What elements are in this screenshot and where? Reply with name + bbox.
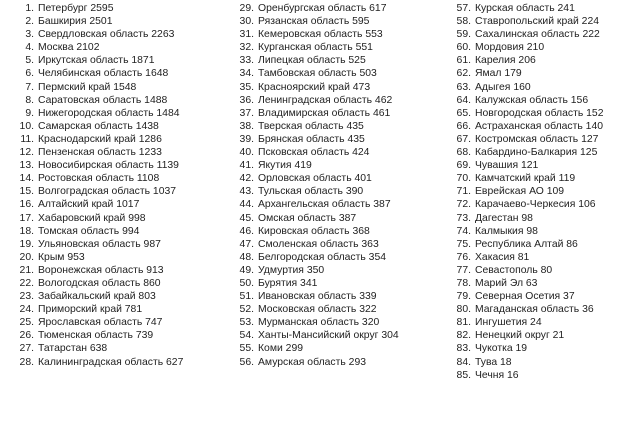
list-item bbox=[18, 290, 183, 303]
item-label: Волгоградская область 1037 bbox=[38, 186, 177, 198]
list-item bbox=[234, 2, 399, 15]
item-label: Карелия 206 bbox=[475, 55, 536, 67]
item-label: Якутия 419 bbox=[258, 160, 312, 172]
list-item bbox=[234, 356, 399, 369]
item-number: 20. bbox=[19, 251, 34, 263]
item-number: 84. bbox=[456, 356, 471, 368]
item-number: 29. bbox=[239, 3, 254, 14]
item-label: Липецкая область 525 bbox=[258, 55, 366, 67]
item-label: Москва 2102 bbox=[38, 42, 100, 54]
list-item bbox=[234, 342, 399, 355]
item-label: Тульская область 390 bbox=[258, 186, 364, 198]
item-label: Вологодская область 860 bbox=[38, 277, 161, 289]
item-label: Красноярский край 473 bbox=[258, 81, 371, 93]
item-number: 15. bbox=[19, 186, 34, 198]
item-label: Смоленская область 363 bbox=[258, 238, 379, 250]
item-number: 75. bbox=[456, 238, 471, 250]
list-item bbox=[451, 290, 604, 303]
item-number: 83. bbox=[456, 343, 471, 355]
item-label: Архангельская область 387 bbox=[258, 199, 391, 211]
item-number: 78. bbox=[456, 277, 471, 289]
item-number: 72. bbox=[456, 199, 471, 211]
item-label: Амурская область 293 bbox=[258, 356, 367, 368]
list-item bbox=[234, 28, 399, 41]
item-number: 14. bbox=[19, 173, 34, 185]
list-item bbox=[234, 120, 399, 133]
item-label: Краснодарский край 1286 bbox=[38, 133, 162, 145]
item-number: 82. bbox=[456, 330, 471, 342]
list-item bbox=[234, 172, 399, 185]
list-item bbox=[18, 238, 183, 251]
list-item bbox=[451, 329, 604, 342]
item-number: 77. bbox=[456, 264, 471, 276]
item-number: 44. bbox=[239, 199, 254, 211]
item-label: Чечня 16 bbox=[475, 369, 519, 381]
list-item bbox=[451, 356, 604, 369]
item-label: Брянская область 435 bbox=[258, 133, 365, 145]
item-label: Владимирская область 461 bbox=[258, 107, 391, 119]
item-label: Башкирия 2501 bbox=[38, 16, 113, 28]
item-label: Свердловская область 2263 bbox=[38, 29, 175, 41]
item-label: Кабардино-Балкария 125 bbox=[475, 147, 598, 159]
item-number: 43. bbox=[239, 186, 254, 198]
list-item bbox=[234, 185, 399, 198]
item-label: Алтайский край 1017 bbox=[38, 199, 140, 211]
list-column-2 bbox=[234, 2, 399, 369]
item-label: Бурятия 341 bbox=[258, 277, 318, 289]
item-label: Севастополь 80 bbox=[475, 264, 553, 276]
item-label: Татарстан 638 bbox=[38, 343, 108, 355]
item-number: 34. bbox=[239, 68, 254, 80]
item-number: 35. bbox=[239, 81, 254, 93]
list-item bbox=[234, 54, 399, 67]
item-number: 65. bbox=[456, 107, 471, 119]
item-number: 59. bbox=[456, 29, 471, 41]
item-number: 26. bbox=[19, 330, 34, 342]
item-label: Пермский край 1548 bbox=[38, 81, 137, 93]
item-number: 55. bbox=[239, 343, 254, 355]
item-number: 36. bbox=[239, 94, 254, 106]
list-item bbox=[451, 185, 604, 198]
item-number: 16. bbox=[19, 199, 34, 211]
list-item bbox=[234, 15, 399, 28]
item-number: 18. bbox=[19, 225, 34, 237]
item-label: Камчатский край 119 bbox=[475, 173, 576, 185]
item-label: Карачаево-Черкесия 106 bbox=[475, 199, 596, 211]
item-label: Новгородская область 152 bbox=[475, 107, 604, 119]
list-item bbox=[451, 107, 604, 120]
item-label: Саратовская область 1488 bbox=[38, 94, 168, 106]
item-label: Нижегородская область 1484 bbox=[38, 107, 180, 119]
item-number: 4. bbox=[25, 42, 34, 54]
list-item bbox=[18, 356, 183, 369]
list-item bbox=[451, 28, 604, 41]
item-number: 74. bbox=[456, 225, 471, 237]
list-item bbox=[234, 277, 399, 290]
item-label: Ставропольский край 224 bbox=[475, 16, 600, 28]
item-label: Республика Алтай 86 bbox=[475, 238, 578, 250]
item-number: 22. bbox=[19, 277, 34, 289]
item-label: Мордовия 210 bbox=[475, 42, 545, 54]
list-item bbox=[451, 172, 604, 185]
list-item bbox=[451, 342, 604, 355]
item-label: Тамбовская область 503 bbox=[258, 68, 377, 80]
list-item bbox=[451, 120, 604, 133]
item-number: 30. bbox=[239, 16, 254, 28]
item-label: Московская область 322 bbox=[258, 304, 377, 316]
item-number: 21. bbox=[19, 264, 34, 276]
item-number: 47. bbox=[239, 238, 254, 250]
list-item bbox=[234, 41, 399, 54]
item-label: Самарская область 1438 bbox=[38, 120, 159, 132]
list-item bbox=[18, 133, 183, 146]
item-number: 80. bbox=[456, 304, 471, 316]
list-item bbox=[451, 81, 604, 94]
list-item bbox=[451, 369, 604, 382]
item-number: 32. bbox=[239, 42, 254, 54]
item-number: 81. bbox=[456, 317, 471, 329]
item-label: Ханты-Мансийский округ 304 bbox=[258, 330, 399, 342]
item-label: Петербург 2595 bbox=[38, 3, 114, 14]
item-number: 27. bbox=[19, 343, 34, 355]
list-item bbox=[18, 28, 183, 41]
item-number: 5. bbox=[25, 55, 34, 67]
item-label: Калининградская область 627 bbox=[38, 356, 184, 368]
item-label: Сахалинская область 222 bbox=[475, 29, 600, 41]
item-label: Ульяновская область 987 bbox=[38, 238, 161, 250]
item-label: Приморский край 781 bbox=[38, 304, 143, 316]
item-number: 3. bbox=[25, 29, 34, 41]
item-number: 7. bbox=[25, 81, 34, 93]
list-item bbox=[18, 277, 183, 290]
item-number: 17. bbox=[19, 212, 34, 224]
list-item bbox=[451, 238, 604, 251]
item-number: 66. bbox=[456, 120, 471, 132]
item-number: 71. bbox=[456, 186, 471, 198]
list-item bbox=[234, 198, 399, 211]
item-label: Марий Эл 63 bbox=[475, 277, 538, 289]
item-label: Чукотка 19 bbox=[475, 343, 528, 355]
item-number: 45. bbox=[239, 212, 254, 224]
item-label: Новосибирская область 1139 bbox=[38, 160, 179, 172]
item-label: Мурманская область 320 bbox=[258, 317, 380, 329]
list-item bbox=[18, 212, 183, 225]
list-column-1 bbox=[18, 2, 183, 369]
list-item bbox=[234, 316, 399, 329]
list-item bbox=[18, 94, 183, 107]
list-item bbox=[451, 212, 604, 225]
list-item bbox=[18, 146, 183, 159]
list-item bbox=[18, 2, 183, 15]
item-label: Кемеровская область 553 bbox=[258, 29, 383, 41]
item-label: Орловская область 401 bbox=[258, 173, 372, 185]
item-label: Удмуртия 350 bbox=[258, 264, 325, 276]
item-number: 8. bbox=[25, 94, 34, 106]
item-number: 2. bbox=[25, 16, 34, 28]
item-label: Ростовская область 1108 bbox=[38, 173, 160, 185]
list-item bbox=[18, 120, 183, 133]
list-item bbox=[234, 264, 399, 277]
item-label: Ямал 179 bbox=[475, 68, 522, 80]
list-item bbox=[451, 251, 604, 264]
item-label: Дагестан 98 bbox=[475, 212, 533, 224]
list-item bbox=[234, 81, 399, 94]
item-label: Крым 953 bbox=[38, 251, 85, 263]
list-item bbox=[18, 41, 183, 54]
list-item bbox=[451, 146, 604, 159]
list-item bbox=[18, 67, 183, 80]
item-number: 28. bbox=[19, 356, 34, 368]
item-number: 53. bbox=[239, 317, 254, 329]
item-number: 6. bbox=[25, 68, 34, 80]
item-label: Оренбургская область 617 bbox=[258, 3, 387, 14]
list-item bbox=[451, 94, 604, 107]
item-label: Курганская область 551 bbox=[258, 42, 373, 54]
list-item bbox=[451, 67, 604, 80]
list-item bbox=[451, 264, 604, 277]
item-label: Адыгея 160 bbox=[475, 81, 531, 93]
item-label: Курская область 241 bbox=[475, 3, 575, 14]
list-item bbox=[451, 159, 604, 172]
item-label: Коми 299 bbox=[258, 343, 304, 355]
item-label: Псковская область 424 bbox=[258, 147, 370, 159]
item-number: 33. bbox=[239, 55, 254, 67]
item-number: 25. bbox=[19, 317, 34, 329]
item-number: 61. bbox=[456, 55, 471, 67]
item-label: Тверская область 435 bbox=[258, 120, 364, 132]
list-item bbox=[234, 238, 399, 251]
list-item bbox=[451, 316, 604, 329]
list-item bbox=[18, 185, 183, 198]
item-label: Челябинская область 1648 bbox=[38, 68, 169, 80]
item-number: 63. bbox=[456, 81, 471, 93]
item-number: 48. bbox=[239, 251, 254, 263]
list-column-3 bbox=[451, 2, 604, 382]
item-label: Кировская область 368 bbox=[258, 225, 370, 237]
item-label: Калужская область 156 bbox=[475, 94, 589, 106]
list-item bbox=[234, 146, 399, 159]
item-number: 85. bbox=[456, 369, 471, 381]
item-label: Тюменская область 739 bbox=[38, 330, 154, 342]
item-number: 73. bbox=[456, 212, 471, 224]
list-item bbox=[234, 303, 399, 316]
item-number: 52. bbox=[239, 304, 254, 316]
list-item bbox=[18, 107, 183, 120]
item-number: 69. bbox=[456, 160, 471, 172]
item-label: Белгородская область 354 bbox=[258, 251, 387, 263]
list-item bbox=[234, 94, 399, 107]
list-item bbox=[18, 251, 183, 264]
list-item bbox=[451, 2, 604, 15]
list-item bbox=[451, 133, 604, 146]
list-item bbox=[451, 277, 604, 290]
list-item bbox=[234, 107, 399, 120]
item-number: 70. bbox=[456, 173, 471, 185]
list-item bbox=[234, 212, 399, 225]
item-label: Чувашия 121 bbox=[475, 160, 539, 172]
item-number: 37. bbox=[239, 107, 254, 119]
item-number: 60. bbox=[456, 42, 471, 54]
item-number: 67. bbox=[456, 133, 471, 145]
list-item bbox=[18, 264, 183, 277]
item-number: 1. bbox=[25, 3, 34, 14]
item-label: Костромская область 127 bbox=[475, 133, 599, 145]
item-number: 64. bbox=[456, 94, 471, 106]
item-number: 68. bbox=[456, 147, 471, 159]
item-number: 58. bbox=[456, 16, 471, 28]
list-item bbox=[451, 54, 604, 67]
item-label: Ярославская область 747 bbox=[38, 317, 163, 329]
list-item bbox=[451, 198, 604, 211]
item-label: Хабаровский край 998 bbox=[38, 212, 146, 224]
list-item bbox=[18, 172, 183, 185]
item-label: Воронежская область 913 bbox=[38, 264, 164, 276]
item-number: 79. bbox=[456, 291, 471, 303]
list-item bbox=[234, 290, 399, 303]
item-number: 13. bbox=[19, 160, 34, 172]
item-number: 56. bbox=[239, 356, 254, 368]
item-number: 57. bbox=[456, 3, 471, 14]
item-number: 51. bbox=[239, 291, 254, 303]
item-label: Томская область 994 bbox=[38, 225, 140, 237]
item-label: Хакасия 81 bbox=[475, 251, 530, 263]
item-number: 11. bbox=[20, 133, 34, 145]
item-label: Иркутская область 1871 bbox=[38, 55, 155, 67]
list-item bbox=[18, 198, 183, 211]
item-number: 38. bbox=[239, 120, 254, 132]
item-number: 39. bbox=[239, 133, 254, 145]
list-item bbox=[451, 15, 604, 28]
list-item bbox=[234, 225, 399, 238]
item-number: 42. bbox=[239, 173, 254, 185]
item-number: 23. bbox=[19, 291, 34, 303]
item-label: Ивановская область 339 bbox=[258, 291, 377, 303]
item-number: 10. bbox=[19, 120, 34, 132]
item-number: 54. bbox=[239, 330, 254, 342]
item-number: 46. bbox=[239, 225, 254, 237]
item-label: Ленинградская область 462 bbox=[258, 94, 393, 106]
list-item bbox=[451, 225, 604, 238]
item-number: 24. bbox=[19, 304, 34, 316]
list-item bbox=[18, 342, 183, 355]
list-item bbox=[18, 329, 183, 342]
item-number: 76. bbox=[456, 251, 471, 263]
list-item bbox=[234, 329, 399, 342]
item-number: 41. bbox=[239, 160, 254, 172]
item-label: Пензенская область 1233 bbox=[38, 147, 162, 159]
item-number: 31. bbox=[239, 29, 254, 41]
item-label: Забайкальский край 803 bbox=[38, 291, 156, 303]
item-number: 19. bbox=[19, 238, 34, 250]
item-number: 49. bbox=[239, 264, 254, 276]
item-label: Еврейская АО 109 bbox=[475, 186, 565, 198]
list-item bbox=[451, 303, 604, 316]
item-number: 62. bbox=[456, 68, 471, 80]
list-item bbox=[234, 67, 399, 80]
list-item bbox=[234, 159, 399, 172]
list-item bbox=[18, 303, 183, 316]
list-item bbox=[18, 159, 183, 172]
item-label: Омская область 387 bbox=[258, 212, 357, 224]
list-item bbox=[451, 41, 604, 54]
item-label: Астраханская область 140 bbox=[475, 120, 603, 132]
list-item bbox=[18, 316, 183, 329]
item-number: 40. bbox=[239, 147, 254, 159]
item-label: Магаданская область 36 bbox=[475, 304, 594, 316]
item-label: Ингушетия 24 bbox=[475, 317, 542, 329]
item-number: 50. bbox=[239, 277, 254, 289]
item-label: Ненецкий округ 21 bbox=[475, 330, 565, 342]
item-label: Северная Осетия 37 bbox=[475, 291, 575, 303]
list-item bbox=[18, 54, 183, 67]
item-number: 9. bbox=[25, 107, 34, 119]
list-item bbox=[18, 225, 183, 238]
item-number: 12. bbox=[19, 147, 34, 159]
list-item bbox=[18, 15, 183, 28]
item-label: Калмыкия 98 bbox=[475, 225, 538, 237]
list-item bbox=[18, 81, 183, 94]
item-label: Тува 18 bbox=[475, 356, 512, 368]
list-item bbox=[234, 133, 399, 146]
item-label: Рязанская область 595 bbox=[258, 16, 370, 28]
list-item bbox=[234, 251, 399, 264]
